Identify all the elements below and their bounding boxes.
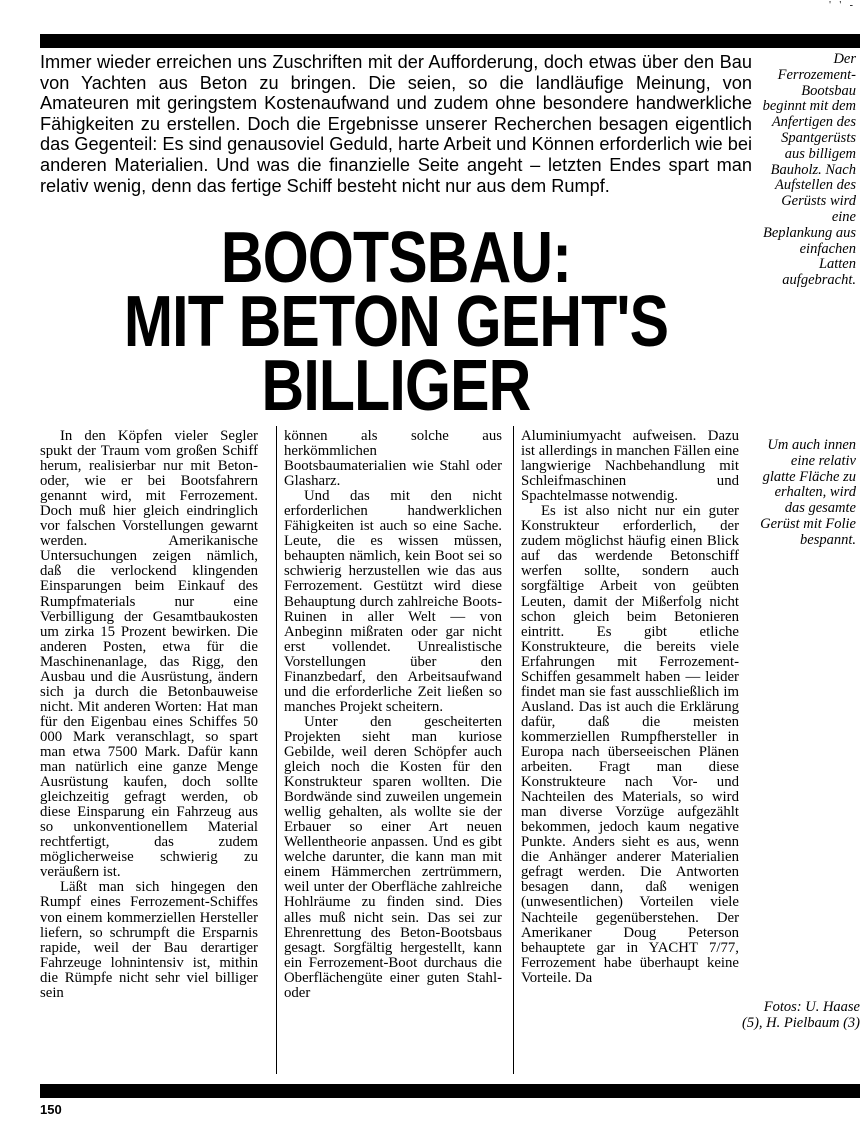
paragraph: Läßt man sich hingegen den Rumpf eines Ferrozement-Schiffes von einem kommerziellen Hersteller liefern, so schrumpft die Ersparnis rapide, weil der Bau derartiger Fahrzeuge lohnintensiv ist, mithin die Rümpfe nicht sehr viel billiger sein [40, 879, 258, 1001]
paragraph: Es ist also nicht nur ein guter Konstrukteur erforderlich, der zudem möglichst häufig einen Blick auf das werdende Betonschiff werfen sollte, sondern auch sorgfältige Arbeit von geübten Leuten, damit der Mißerfolg nicht schon gleich beim Betonieren eintritt. Es gibt etliche Konstrukteure, die bereits viele Erfahrungen mit Ferrozement-Schiffen gesammelt haben — leider findet man sie fast ausschließlich im Ausland. Das ist auch die Erklärung dafür, daß die meisten kommerziellen Rumpfhersteller in Europa nach überseeischen Plänen arbeiten. Fragt man diese Konstrukteure nach Vor- und Nachteilen des Materials, so wird man diverse Vorzüge aufgezählt bekommen, jedoch kaum negative Punkte. Anders sieht es aus, wenn die Anhänger anderer Materialien gefragt werden. Die Antworten besagen dann, daß wenigen (unwesentlichen) Vorteilen viele Nachteile gegenüberstehen. Der Amerikaner Doug Peterson behauptete gar in YACHT 7/77, Ferrozement habe überhaupt keine Vorteile. Da [521, 503, 739, 986]
article-column-2 [284, 429, 502, 1073]
column-divider [513, 426, 514, 1074]
page-number: 150 [40, 1102, 62, 1117]
headline-line-3: BILLIGER [261, 346, 531, 426]
headline [40, 218, 752, 426]
photo-credits: Fotos: U. Haase (5), H. Pielbaum (3) [742, 999, 860, 1031]
article-column-3 [521, 429, 739, 1073]
photo-caption-top: Der Ferrozement-Bootsbau beginnt mit dem Anfertigen des Spantgerüsts aus billigem Bauholz. Nach Aufstellen des Gerüsts wird eine Beplankung aus einfachen Latten aufgebracht. [762, 51, 856, 289]
intro-paragraph: Immer wieder erreichen uns Zuschriften mit der Aufforderung, doch etwas über den Bau von Yachten aus Beton zu bringen. Die seien, so die landläufige Meinung, von Amateuren mit geringstem Kostenaufwand und zudem ohne besondere handwerkliche Fähigkeiten zu erstellen. Doch die Ergebnisse unserer Recherchen besagen eigentlich das Gegenteil: Es sind genausoviel Geduld, harte Arbeit und Können erforderlich wie bei anderen Materialien. Und was die finanzielle Seite angeht – letzten Endes spart man relativ wenig, denn das fertige Schiff besteht nicht nur aus dem Rumpf. [40, 52, 752, 196]
paragraph: können als solche aus herkömmlichen Bootsbaumaterialien wie Stahl oder Glasharz. [284, 429, 502, 490]
paragraph: Aluminiumyacht aufweisen. Dazu ist allerdings in manchen Fällen eine langwierige Nachbehandlung mit Schleifmaschinen und Spachtelmasse notwendig. [521, 429, 739, 505]
article-column-1 [40, 429, 258, 1073]
top-rule [40, 34, 860, 48]
column-divider [276, 426, 277, 1074]
paragraph: Und das mit den nicht erforderlichen handwerklichen Fähigkeiten ist auch so eine Sache. Leute, die es wissen müssen, behaupten nämlich, kein Boot sei so schwierig herzustellen wie das aus Ferrozement. Gestützt wird diese Behauptung durch zahlreiche Boots-Ruinen in aller Welt — von Anbeginn mißraten oder gar nicht erst vollendet. Unrealistische Vorstellungen über den Finanzbedarf, den Arbeitsaufwand und die erforderliche Zeit ließen so manches Projekt scheitern. [284, 488, 502, 715]
headline-line-2: MIT BETON GEHT'S [123, 282, 669, 362]
photo-caption-middle: Um auch innen eine relativ glatte Fläche zu erhalten, wird das gesamte Gerüst mit Folie bespannt. [760, 437, 856, 548]
headline-line-1: BOOTSBAU: [220, 218, 572, 298]
paragraph: Unter den gescheiterten Projekten sieht man kuriose Gebilde, weil deren Schöpfer auch gleich noch die Kosten für den Konstrukteur sparen wollten. Die Bordwände sind zuweilen ungemein wellig gehalten, als wollte sie der Erbauer so einer Art neuen Wellentheorie anpassen. Und es gibt welche darunter, die kann man mit einem Hämmerchen zertrümmern, weil unter der Oberfläche zahlreiche Hohlräume zu finden sind. Dies alles muß nicht sein. Das sei zur Ehrenrettung des Beton-Bootsbaus gesagt. Sorgfältig hergestellt, kann ein Ferrozement-Boot durchaus die Oberflächengüte einer guten Stahl- oder [284, 713, 502, 1001]
paragraph: In den Köpfen vieler Segler spukt der Traum vom großen Schiff herum, realisierbar nur mit Beton- oder, wie er bei Bootsfahrern genannt wird, mit Ferrozement. Doch muß hier gleich eindringlich vor falschen Vorstellungen gewarnt werden. Amerikanische Untersuchungen zeigen nämlich, daß die verlockend klingenden Einsparungen beim Einkauf des Rumpfmaterials nur eine Verbilligung der Gesamtbaukosten um zirka 15 Prozent bewirken. Die anderen Posten, etwa für die Maschinenanlage, das Rigg, den Ausbau und die Ausrüstung, ändern sich ja durch die Betonbauweise nicht. Mit anderen Worten: Hat man für den Eigenbau eines Schiffes 50 000 Mark veranschlagt, so spart man etwa 7500 Mark. Dafür kann man natürlich eine ganze Menge Ausrüstung kaufen, doch sollte gleichzeitig gefragt werden, ob diese Einsparung ein Fahrzeug aus so unkonventionellem Material rechtfertigt, das zudem möglicherweise schwierig zu veräußern ist. [40, 429, 258, 881]
bottom-rule [40, 1084, 860, 1098]
corner-mark: ' ' - [829, 0, 856, 11]
